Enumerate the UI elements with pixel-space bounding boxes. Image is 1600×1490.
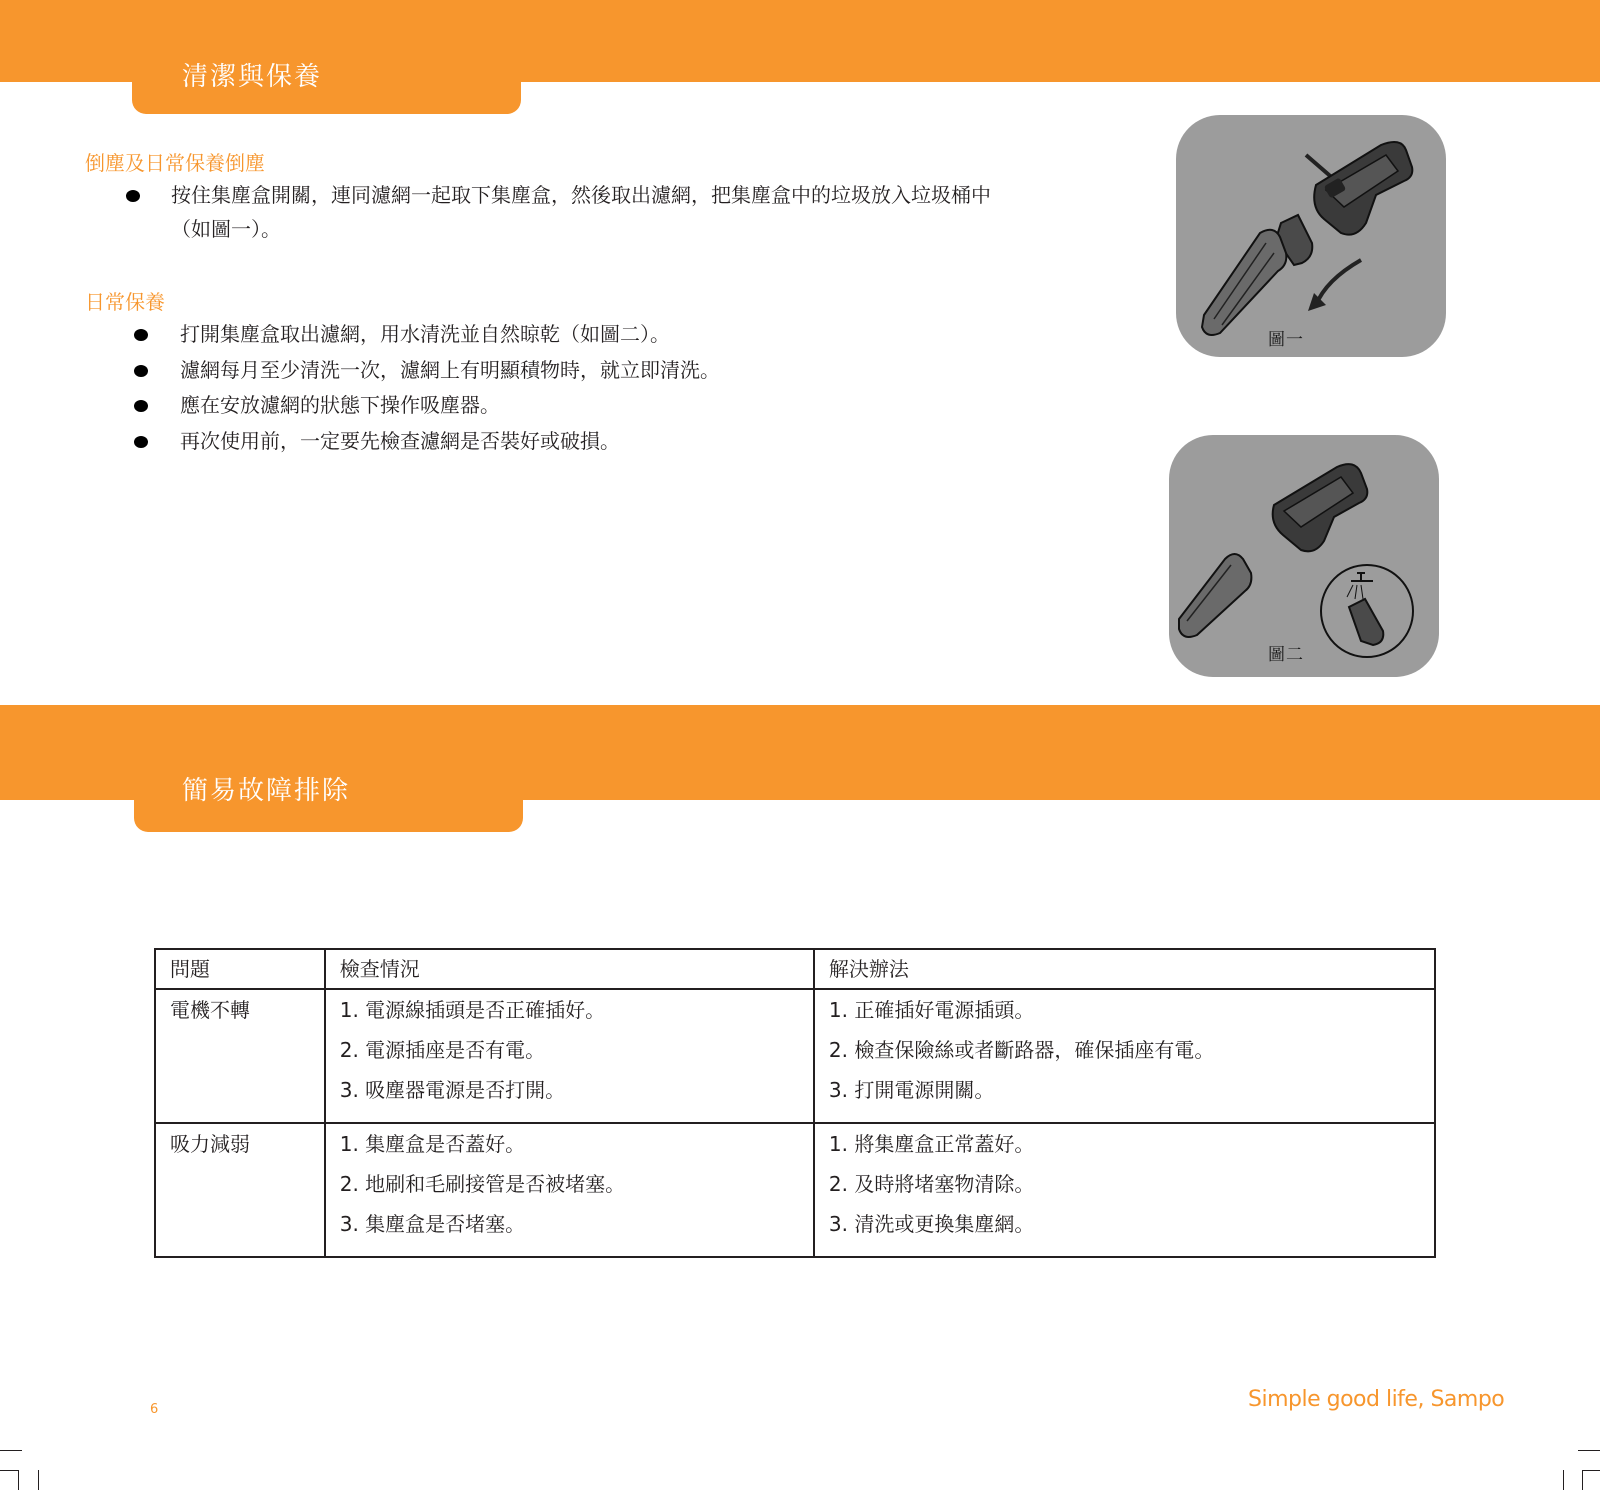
solution-item: 1. 正確插好電源插頭。: [828, 998, 1035, 1022]
figure-1-label: 圖一: [1268, 330, 1304, 350]
solution-item: 3. 打開電源開關。: [828, 1078, 995, 1102]
check-item: 2. 地刷和毛刷接管是否被堵塞。: [339, 1172, 626, 1196]
crop-mark: [18, 1470, 19, 1490]
vacuum-filter-washing-illustration-icon: [1169, 435, 1439, 677]
bullet-icon: [134, 400, 148, 412]
page-number: 6: [150, 1402, 159, 1417]
problem-cell: [155, 989, 325, 1123]
column-header-problem: 問題: [155, 949, 325, 989]
column-header-solution: 解決辦法: [814, 949, 1435, 989]
solution-cell: [814, 1123, 1435, 1257]
problem-cell: [155, 1123, 325, 1257]
table-header-row: [155, 949, 1435, 989]
crop-mark: [0, 1470, 18, 1471]
vacuum-disassembly-illustration-icon: [1176, 115, 1446, 357]
bullet-text-line-2: （如圖一）。: [171, 217, 281, 241]
check-cell: [325, 1123, 814, 1257]
solution-cell: [814, 989, 1435, 1123]
crop-mark: [1578, 1450, 1600, 1451]
check-item: 3. 集塵盒是否堵塞。: [339, 1212, 526, 1236]
subheading-daily-maintenance: 日常保養: [85, 290, 165, 314]
figure-2: [1169, 435, 1439, 677]
check-item: 2. 電源插座是否有電。: [339, 1038, 546, 1062]
bullet-icon: [134, 329, 148, 341]
check-item: 3. 吸塵器電源是否打開。: [339, 1078, 566, 1102]
troubleshooting-table: [154, 948, 1436, 1258]
bullet-text-emptying: [171, 178, 991, 246]
subheading-emptying-dust: 倒塵及日常保養倒塵: [85, 151, 265, 175]
bullet-icon: [126, 190, 140, 202]
table-row: [155, 989, 1435, 1123]
figure-2-label: 圖二: [1268, 645, 1304, 665]
problem-text: 電機不轉: [170, 998, 250, 1022]
crop-mark: [1563, 1470, 1564, 1490]
bullet-icon: [134, 365, 148, 377]
maintenance-bullet: 再次使用前，一定要先檢查濾網是否裝好或破損。: [180, 429, 620, 453]
solution-item: 2. 及時將堵塞物清除。: [828, 1172, 1035, 1196]
table-row: [155, 1123, 1435, 1257]
maintenance-bullet: 應在安放濾網的狀態下操作吸塵器。: [180, 393, 500, 417]
crop-mark: [1582, 1470, 1583, 1490]
crop-mark: [1582, 1470, 1600, 1471]
solution-item: 2. 檢查保險絲或者斷路器，確保插座有電。: [828, 1038, 1215, 1062]
solution-item: 1. 將集塵盒正常蓋好。: [828, 1132, 1035, 1156]
bullet-icon: [134, 436, 148, 448]
check-cell: [325, 989, 814, 1123]
maintenance-bullet: 濾網每月至少清洗一次，濾網上有明顯積物時，就立即清洗。: [180, 358, 720, 382]
crop-mark: [38, 1470, 39, 1490]
section-title-troubleshooting: 簡易故障排除: [182, 776, 351, 806]
check-item: 1. 電源線插頭是否正確插好。: [339, 998, 606, 1022]
section-title-cleaning: 清潔與保養: [182, 62, 323, 92]
check-item: 1. 集塵盒是否蓋好。: [339, 1132, 526, 1156]
column-header-check: 檢查情況: [325, 949, 814, 989]
crop-mark: [0, 1450, 22, 1451]
bullet-text-line-1: 按住集塵盒開關，連同濾網一起取下集塵盒，然後取出濾網，把集塵盒中的垃圾放入垃圾桶中: [171, 183, 991, 207]
figure-1: [1176, 115, 1446, 357]
problem-text: 吸力減弱: [170, 1132, 250, 1156]
maintenance-bullet: 打開集塵盒取出濾網，用水清洗並自然晾乾（如圖二）。: [180, 322, 670, 346]
brand-tagline: Simple good life, Sampo: [1248, 1387, 1505, 1412]
solution-item: 3. 清洗或更換集塵網。: [828, 1212, 1035, 1236]
